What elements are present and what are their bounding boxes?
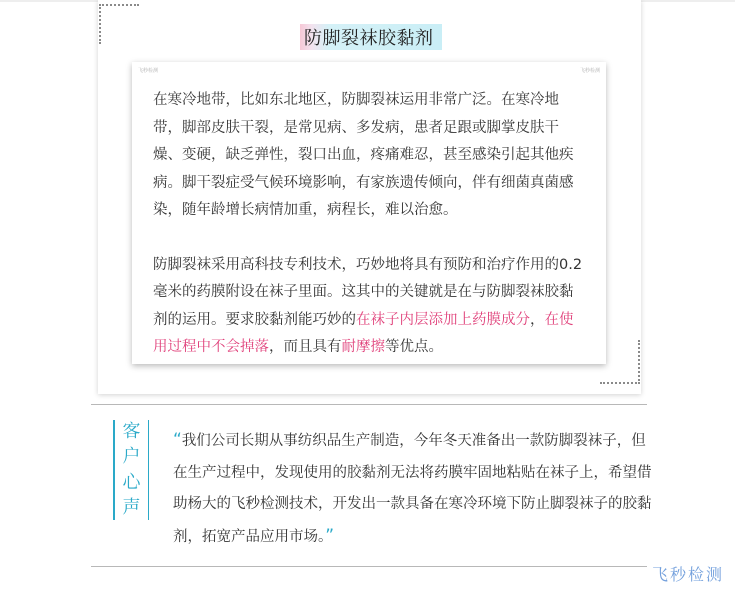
customer-quote bbox=[173, 425, 653, 553]
label-char: 客 bbox=[122, 421, 141, 442]
paragraph-text: ， bbox=[530, 311, 545, 328]
paragraph-background: 在寒冷地带，比如东北地区，防脚裂袜运用非常广泛。在寒冷地带，脚部皮肤干裂，是常见病、多发病，患者足跟或脚掌皮肤干燥、变硬，缺乏弹性，裂口出血，疼痛难忍，甚至感染引起其他疾病。脚干裂症受气候环境影响，有家族遗传倾向，伴有细菌真菌感染，随年龄增长病情加重，病程长，难以治愈。 bbox=[153, 92, 574, 218]
customer-voice-label bbox=[113, 420, 149, 520]
dotted-corner-top-left bbox=[99, 4, 139, 44]
close-quote-icon: ” bbox=[325, 525, 335, 546]
open-quote-icon: “ bbox=[173, 430, 182, 450]
highlight-text: 在袜子内层添加上药膜成分 bbox=[356, 311, 530, 328]
paragraph-text: 等优点。 bbox=[385, 339, 443, 355]
card-logo-right: 飞秒检测 bbox=[579, 68, 600, 74]
label-char: 心 bbox=[122, 471, 141, 493]
highlight-text: 耐摩擦 bbox=[341, 339, 385, 355]
divider bbox=[91, 404, 647, 405]
card-logo-left: 飞秒检测 bbox=[138, 68, 159, 74]
highlight-text: 在使用过程中不会掉落 bbox=[153, 311, 574, 355]
watermark: 飞秒检测 bbox=[652, 565, 725, 584]
paragraph-text: ，而且具有 bbox=[269, 339, 342, 355]
section-title bbox=[296, 22, 442, 52]
card-body bbox=[153, 87, 587, 362]
paragraph-technology bbox=[153, 252, 587, 362]
description-card bbox=[132, 62, 606, 364]
label-char: 户 bbox=[122, 446, 141, 468]
dotted-corner-bottom-right bbox=[600, 340, 640, 384]
label-char: 声 bbox=[122, 496, 141, 518]
section-title-text: 防脚裂袜胶黏剂 bbox=[304, 28, 434, 49]
quote-text: 我们公司长期从事纺织品生产制造，今年冬天准备出一款防脚裂袜子，但在生产过程中，发现使用的胶黏剂无法将药膜牢固地粘贴在袜子上，希望借助杨大的飞秒检测技术，开发出一款具备在寒冷环境下防止脚裂袜子的胶黏剂，拓宽产品应用市场。 bbox=[173, 433, 652, 545]
paragraph-text: 防脚裂袜采用高科技专利技术，巧妙地将具有预防和治疗作用的0.2毫米的药膜附设在袜子里面。这其中的关键就是在与防脚裂袜胶黏剂的运用。要求胶黏剂能巧妙的 bbox=[153, 256, 583, 328]
divider bbox=[91, 566, 647, 567]
